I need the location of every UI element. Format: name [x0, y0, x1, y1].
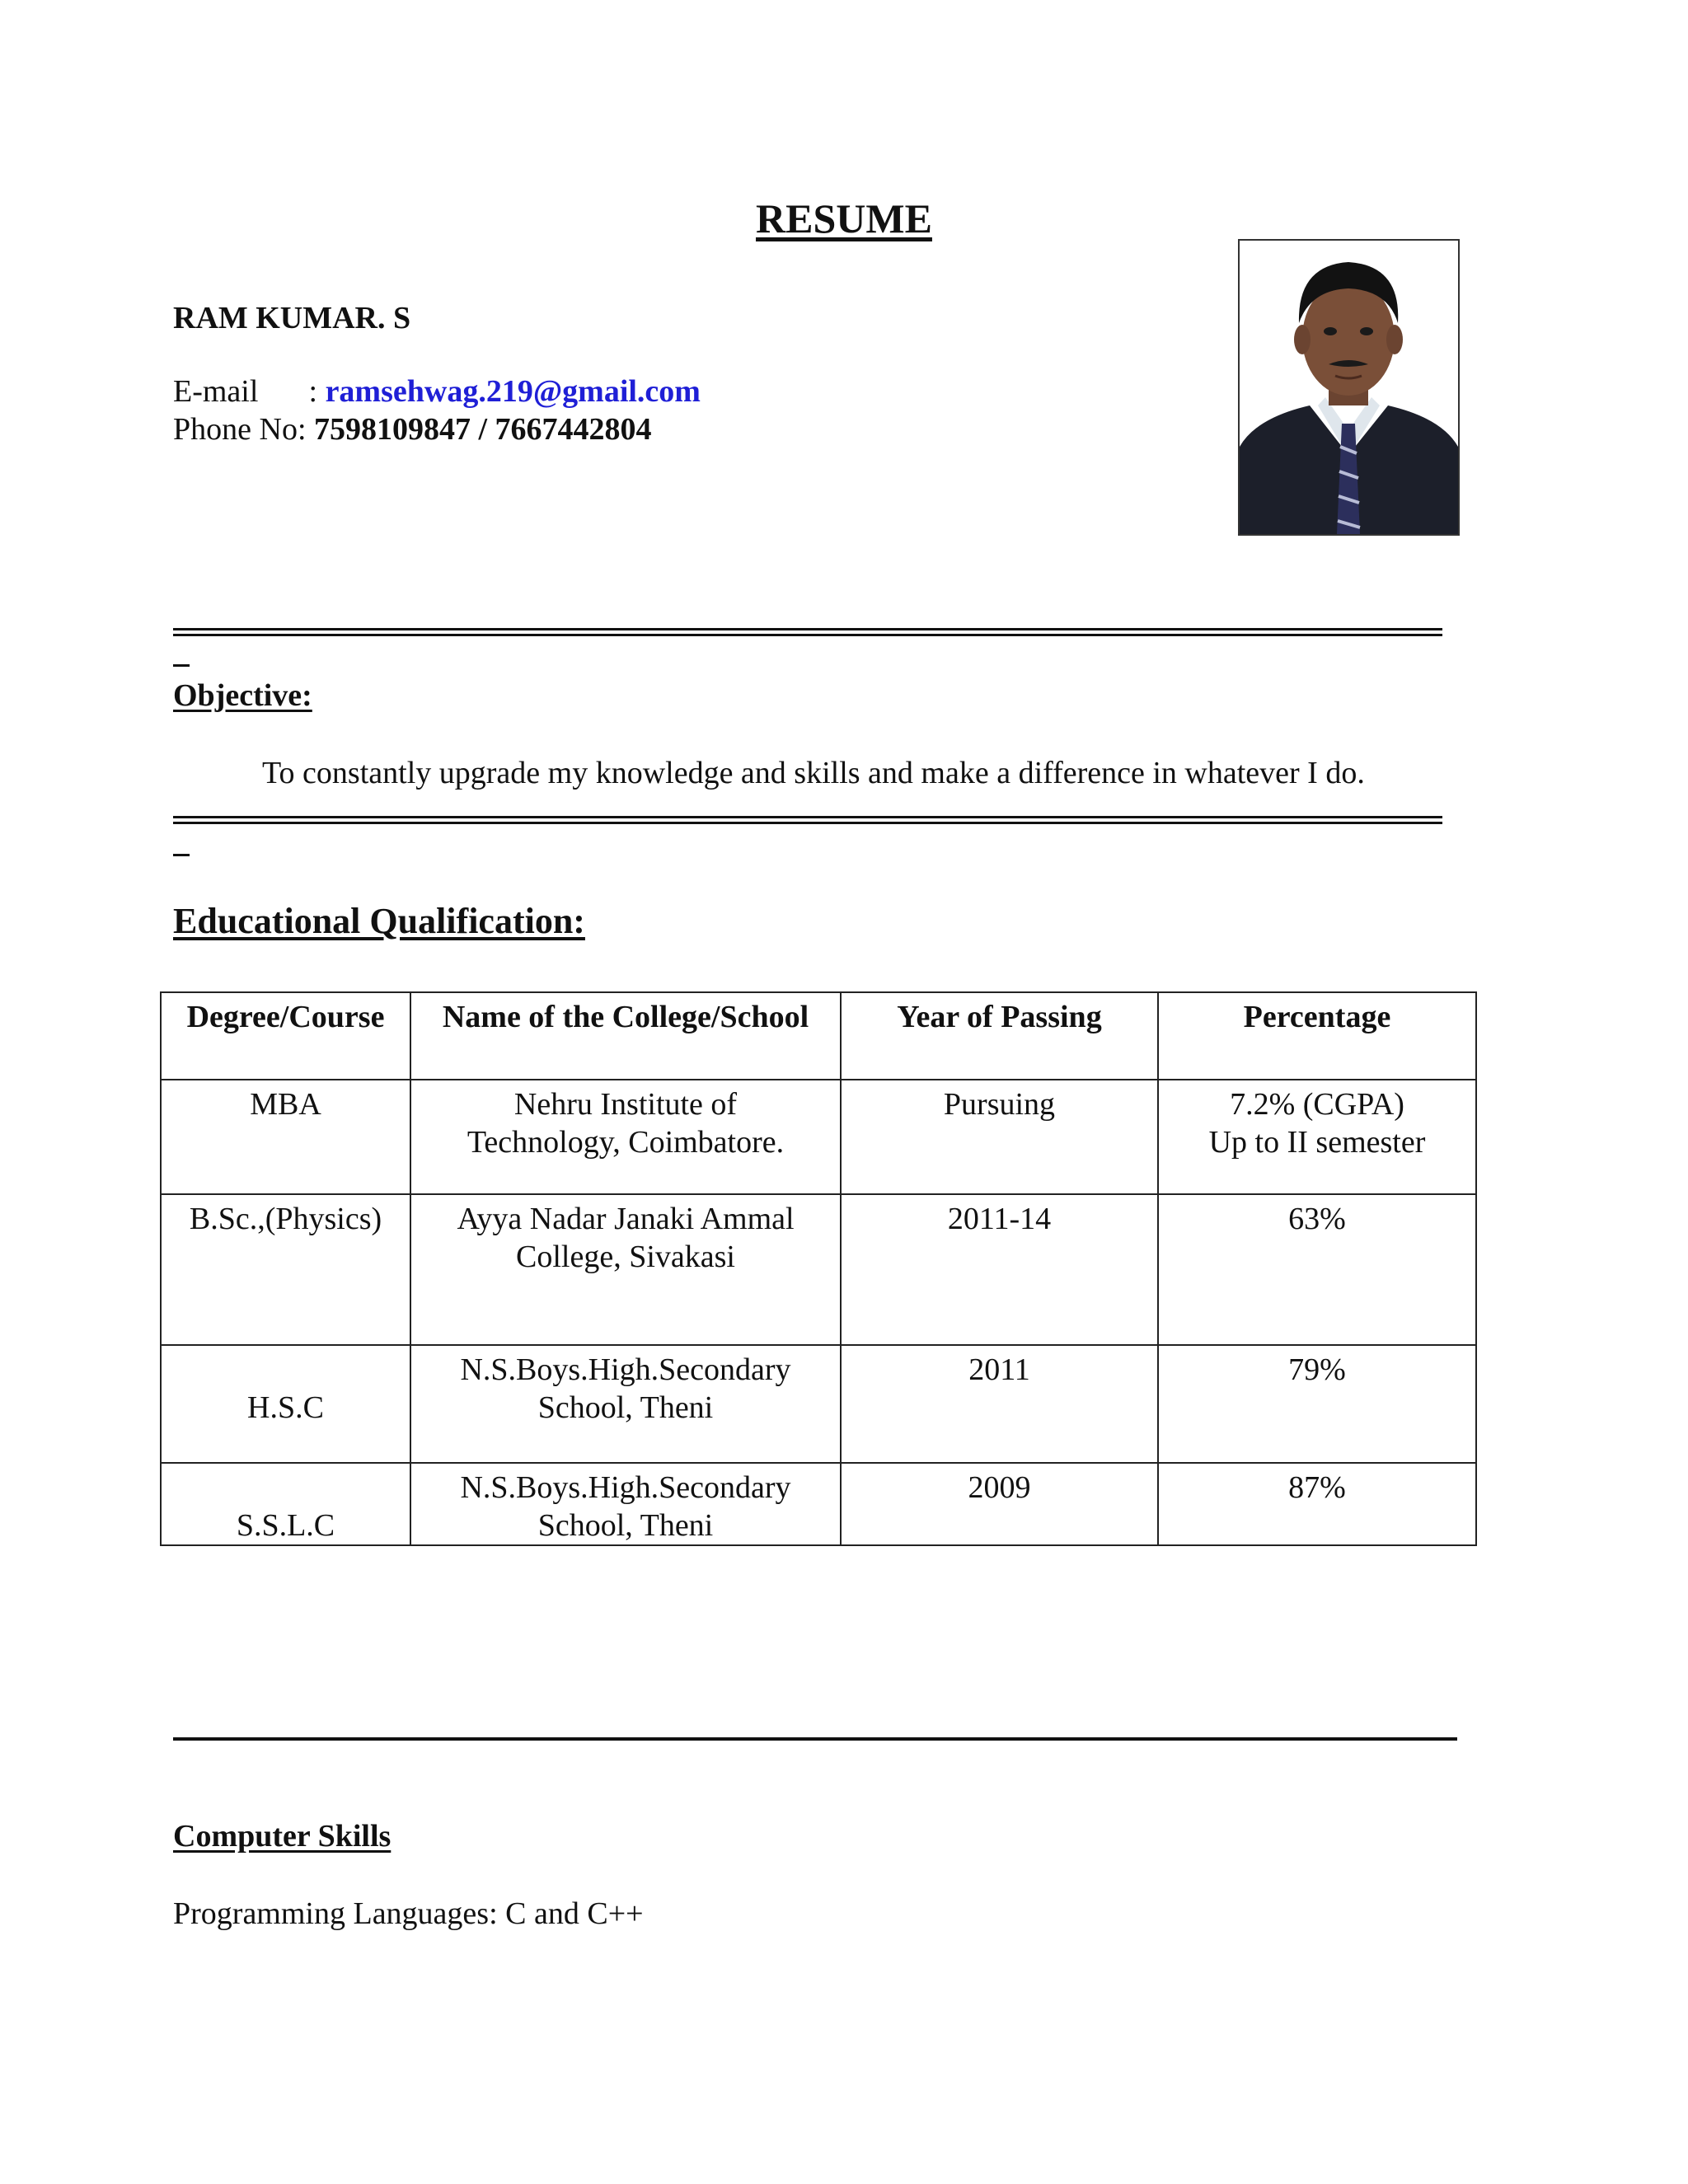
- section-divider: [173, 1737, 1457, 1741]
- phone-line: [173, 410, 652, 448]
- divider-mark: [173, 854, 190, 856]
- percentage-value: 7.2% (CGPA): [1230, 1087, 1404, 1122]
- column-header: Name of the College/School: [410, 992, 841, 1080]
- table-row: [161, 1080, 1476, 1194]
- profile-photo: [1238, 239, 1460, 536]
- percentage-cell: 87%: [1158, 1463, 1476, 1545]
- phone-label: Phone No:: [173, 412, 307, 447]
- table-row: [161, 1345, 1476, 1463]
- column-header: Degree/Course: [161, 992, 410, 1080]
- year-cell: Pursuing: [841, 1080, 1158, 1194]
- email-separator: :: [308, 374, 318, 409]
- table-header-row: [161, 992, 1476, 1080]
- section-divider: [173, 816, 1442, 824]
- year-cell: 2009: [841, 1463, 1158, 1545]
- college-cell: Ayya Nadar Janaki Ammal College, Sivakasi: [410, 1194, 841, 1345]
- phone-number: 7598109847 / 7667442804: [314, 412, 652, 447]
- year-cell: 2011: [841, 1345, 1158, 1463]
- year-cell: 2011-14: [841, 1194, 1158, 1345]
- objective-text: To constantly upgrade my knowledge and skills and make a difference in whatever I do.: [262, 756, 1365, 790]
- column-header: Year of Passing: [841, 992, 1158, 1080]
- email-line: [173, 373, 701, 410]
- education-table: [160, 991, 1477, 1546]
- degree-cell: H.S.C: [161, 1345, 410, 1463]
- email-link[interactable]: ramsehwag.219@gmail.com: [325, 374, 701, 409]
- objective-heading: Objective:: [173, 678, 312, 713]
- education-heading: Educational Qualification:: [173, 901, 585, 941]
- table-row: [161, 1194, 1476, 1345]
- table-row: [161, 1463, 1476, 1545]
- college-cell: N.S.Boys.High.Secondary School, Theni: [410, 1345, 841, 1463]
- skills-heading: Computer Skills: [173, 1819, 392, 1854]
- degree-cell: B.Sc.,(Physics): [161, 1194, 410, 1345]
- percentage-cell: [1158, 1080, 1476, 1194]
- percentage-cell: 79%: [1158, 1345, 1476, 1463]
- degree-cell: MBA: [161, 1080, 410, 1194]
- percentage-cell: 63%: [1158, 1194, 1476, 1345]
- programming-languages: Programming Languages: C and C++: [173, 1896, 644, 1931]
- email-label: E-mail: [173, 374, 259, 409]
- college-cell: N.S.Boys.High.Secondary School, Theni: [410, 1463, 841, 1545]
- percentage-note: Up to II semester: [1208, 1125, 1426, 1160]
- divider-mark: [173, 664, 190, 667]
- college-cell: Nehru Institute of Technology, Coimbatore.: [410, 1080, 841, 1194]
- section-divider: [173, 628, 1442, 636]
- column-header: Percentage: [1158, 992, 1476, 1080]
- person-portrait-icon: [1240, 241, 1458, 534]
- resume-title: RESUME: [756, 195, 932, 241]
- degree-cell: S.S.L.C: [161, 1463, 410, 1545]
- candidate-name: RAM KUMAR. S: [173, 301, 411, 335]
